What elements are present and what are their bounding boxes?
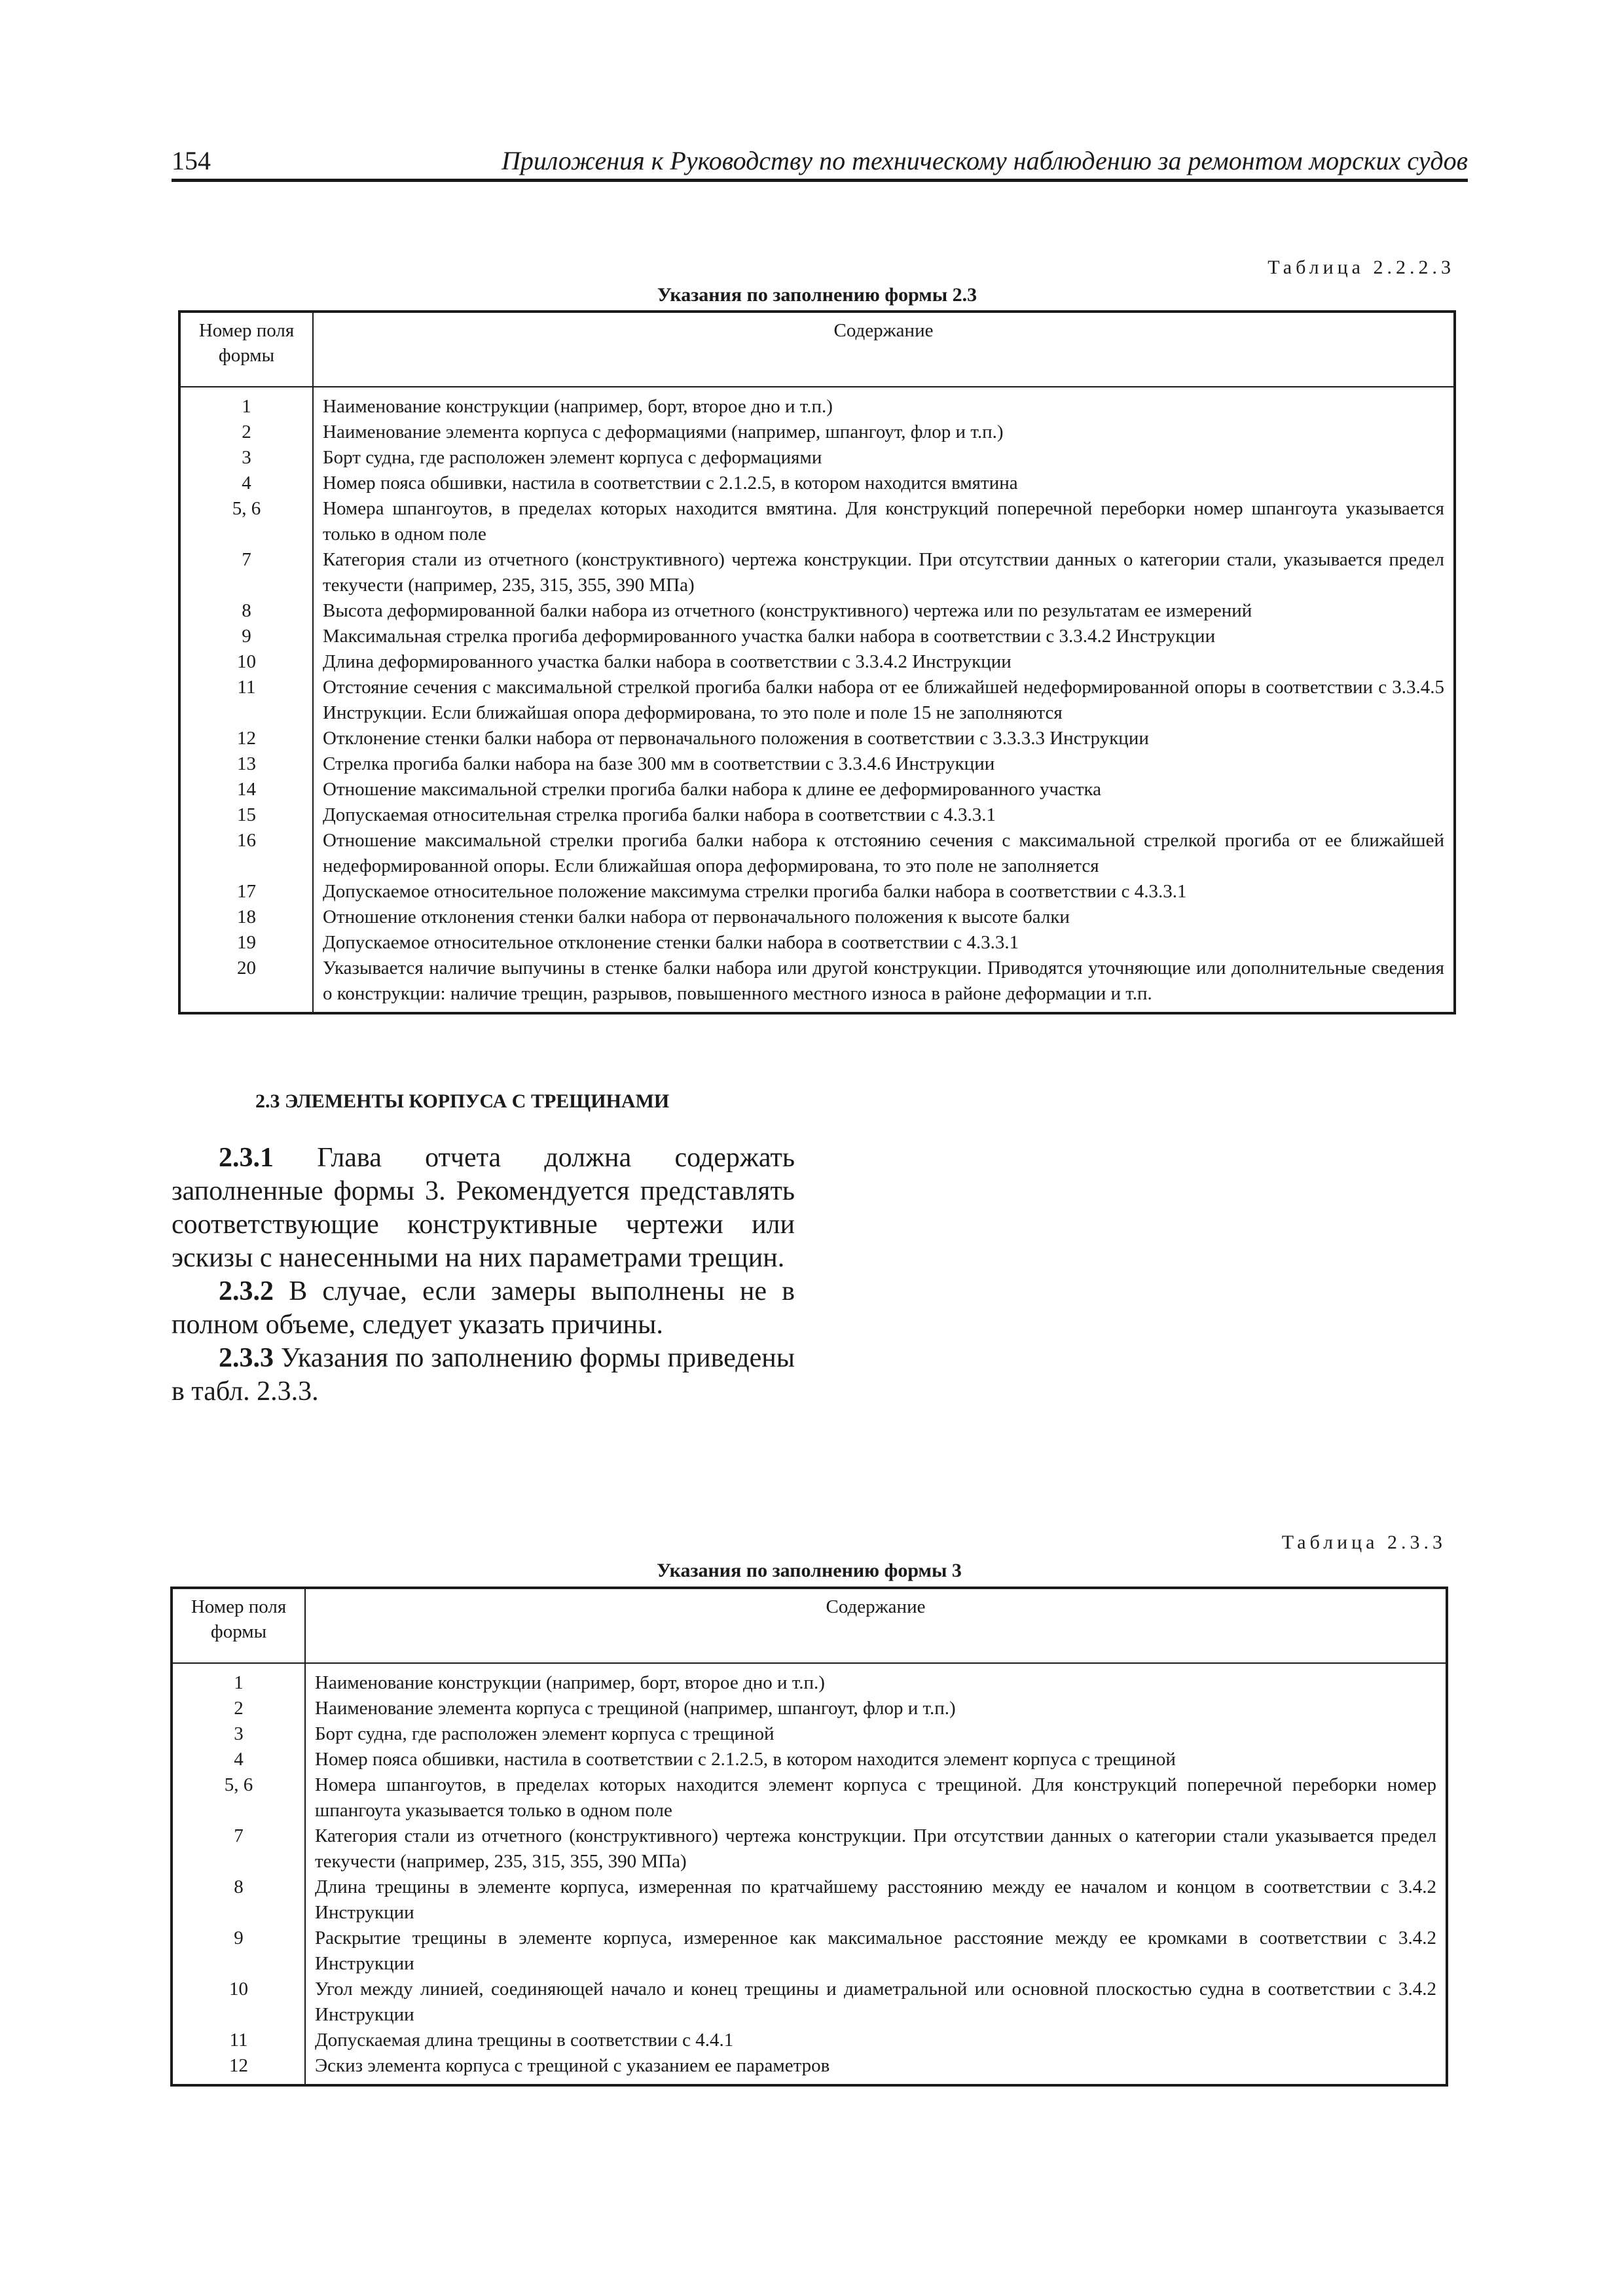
field-number-cell: 5, 6 (179, 496, 313, 547)
field-number-cell: 5, 6 (172, 1772, 305, 1823)
section-heading: 2.3 ЭЛЕМЕНТЫ КОРПУСА С ТРЕЩИНАМИ (255, 1090, 670, 1112)
field-number-cell: 7 (179, 547, 313, 598)
content-cell: Номера шпангоутов, в пределах которых находится вмятина. Для конструкций поперечной переборки номер шпангоута указывается только в одном поле (323, 498, 1444, 545)
content-cell: Указывается наличие выпучины в стенке балки набора или другой конструкции. Приводятся уточняющие или дополнительные сведения о конструкции: наличие трещин, разрывов, повышенного местного износа в районе деформации и т.п. (323, 958, 1444, 1004)
table-row (179, 598, 1455, 624)
field-number-cell: 1 (179, 387, 313, 420)
table-row (179, 547, 1455, 598)
field-number-cell: 15 (179, 802, 313, 828)
content-cell: Допускаемое относительное отклонение стенки балки набора в соответствии с 4.3.3.1 (323, 932, 1019, 953)
content-cell: Допускаемое относительное положение максимума стрелки прогиба балки набора в соответствии с 4.3.3.1 (323, 881, 1187, 902)
content-cell: Максимальная стрелка прогиба деформированного участка балки набора в соответствии с 3.3.4.2 Инструкции (323, 626, 1216, 647)
table-row (179, 879, 1455, 905)
paragraph-2-3-2 (172, 1275, 795, 1342)
field-number-cell: 20 (179, 956, 313, 1013)
field-number-cell: 10 (172, 1977, 305, 2028)
table-row (179, 905, 1455, 930)
table-row (179, 930, 1455, 956)
content-cell: Номера шпангоутов, в пределах которых находится элемент корпуса с трещиной. Для конструкций поперечной переборки номер шпангоута указывается только в одном поле (315, 1774, 1436, 1821)
content-cell: Отношение максимальной стрелки прогиба балки набора к длине ее деформированного участка (323, 779, 1102, 800)
content-cell: Наименование конструкции (например, борт, второе дно и т.п.) (315, 1672, 825, 1693)
content-cell: Раскрытие трещины в элементе корпуса, измеренное как максимальное расстояние между ее кромками в соответствии с 3.4.2 Инструкции (315, 1928, 1436, 1974)
running-title: Приложения к Руководству по техническому наблюдению за ремонтом морских судов (501, 146, 1468, 175)
column-header-field-number: Номер поля формы (172, 1588, 305, 1663)
table-row (172, 1874, 1447, 1926)
content-cell: Отстояние сечения с максимальной стрелкой прогиба балки набора от ее ближайшей недеформированной опоры в соответствии с 3.3.4.5 Инструкции. Если ближайшая опора деформирована, то это поле и поле 15 не заполняются (323, 677, 1444, 723)
column-header-content: Содержание (313, 312, 1455, 387)
table-row (179, 956, 1455, 1013)
content-cell: Номер пояса обшивки, настила в соответствии с 2.1.2.5, в котором находится вмятина (323, 473, 1018, 493)
content-cell: Длина деформированного участка балки набора в соответствии с 3.3.4.2 Инструкции (323, 651, 1012, 672)
table-header-row (172, 1588, 1447, 1663)
table-row (179, 471, 1455, 496)
field-number-cell: 12 (179, 726, 313, 751)
table-row (172, 1663, 1447, 1696)
table-row (172, 1696, 1447, 1721)
content-cell: Длина трещины в элементе корпуса, измеренная по кратчайшему расстоянию между ее началом и концом в соответствии с 3.4.2 Инструкции (315, 1876, 1436, 1923)
field-number-cell: 8 (179, 598, 313, 624)
table-row (179, 387, 1455, 420)
field-number-cell: 3 (172, 1721, 305, 1747)
paragraph-text: Указания по заполнению формы приведены в табл. 2.3.3. (172, 1343, 795, 1407)
field-number-cell: 16 (179, 828, 313, 879)
content-cell: Высота деформированной балки набора из отчетного (конструктивного) чертежа или по результатам ее измерений (323, 600, 1252, 621)
table-row (172, 1926, 1447, 1977)
field-number-cell: 4 (179, 471, 313, 496)
field-number-cell: 7 (172, 1823, 305, 1874)
content-cell: Допускаемая относительная стрелка прогиба балки набора в соответствии с 4.3.3.1 (323, 804, 996, 825)
content-cell: Категория стали из отчетного (конструктивного) чертежа конструкции. При отсутствии данных о категории стали указывается предел текучести (например, 235, 315, 355, 390 МПа) (315, 1825, 1436, 1872)
field-number-cell: 17 (179, 879, 313, 905)
table1 (178, 310, 1456, 1014)
table2 (170, 1587, 1448, 2087)
field-number-cell: 11 (179, 675, 313, 726)
table-header-row (179, 312, 1455, 387)
table-row (172, 1977, 1447, 2028)
table-row (172, 2028, 1447, 2053)
table2-title: Указания по заполнению формы 3 (657, 1560, 962, 1581)
table-row (179, 726, 1455, 751)
field-number-cell: 9 (172, 1926, 305, 1977)
field-number-cell: 14 (179, 777, 313, 802)
paragraph-text: В случае, если замеры выполнены не в полном объеме, следует указать причины. (172, 1276, 795, 1340)
content-cell: Категория стали из отчетного (конструктивного) чертежа конструкции. При отсутствии данных о категории стали, указывается предел текучести (например, 235, 315, 355, 390 МПа) (323, 549, 1444, 596)
table-row (179, 624, 1455, 649)
content-cell: Борт судна, где расположен элемент корпуса с трещиной (315, 1723, 775, 1744)
table-row (179, 777, 1455, 802)
field-number-cell: 9 (179, 624, 313, 649)
table1-title: Указания по заполнению формы 2.3 (657, 284, 977, 306)
table-row (179, 496, 1455, 547)
table-row (179, 751, 1455, 777)
field-number-cell: 2 (172, 1696, 305, 1721)
field-number-cell: 2 (179, 420, 313, 445)
field-number-cell: 8 (172, 1874, 305, 1926)
field-number-cell: 10 (179, 649, 313, 675)
content-cell: Борт судна, где расположен элемент корпуса с деформациями (323, 447, 822, 468)
table-row (172, 2053, 1447, 2085)
content-cell: Эскиз элемента корпуса с трещиной с указанием ее параметров (315, 2055, 830, 2076)
table-row (179, 445, 1455, 471)
table-row (179, 649, 1455, 675)
table-row (172, 1823, 1447, 1874)
content-cell: Наименование элемента корпуса с трещиной (например, шпангоут, флор и т.п.) (315, 1698, 956, 1719)
field-number-cell: 18 (179, 905, 313, 930)
field-number-cell: 11 (172, 2028, 305, 2053)
content-cell: Отклонение стенки балки набора от первоначального положения в соответствии с 3.3.3.3 Инструкции (323, 728, 1149, 749)
field-number-cell: 13 (179, 751, 313, 777)
paragraph-number: 2.3.3 (219, 1343, 274, 1373)
field-number-cell: 12 (172, 2053, 305, 2085)
field-number-cell: 19 (179, 930, 313, 956)
content-cell: Допускаемая длина трещины в соответствии с 4.4.1 (315, 2030, 734, 2051)
table-row (172, 1772, 1447, 1823)
paragraph-2-3-3 (172, 1342, 795, 1408)
content-cell: Отношение отклонения стенки балки набора от первоначального положения к высоте балки (323, 906, 1070, 927)
table-row (179, 675, 1455, 726)
field-number-cell: 4 (172, 1747, 305, 1772)
content-cell: Номер пояса обшивки, настила в соответствии с 2.1.2.5, в котором находится элемент корпуса с трещиной (315, 1749, 1176, 1770)
paragraph-2-3-1 (172, 1141, 795, 1275)
content-cell: Стрелка прогиба балки набора на базе 300 мм в соответствии с 3.3.4.6 Инструкции (323, 753, 995, 774)
table-row (179, 828, 1455, 879)
field-number-cell: 1 (172, 1663, 305, 1696)
content-cell: Угол между линией, соединяющей начало и конец трещины и диаметральной или основной плоскостью судна в соответствии с 3.4.2 Инструкции (315, 1979, 1436, 2025)
table1-label: Таблица 2.2.2.3 (1267, 257, 1455, 278)
field-number-cell: 3 (179, 445, 313, 471)
column-header-field-number: Номер поля формы (179, 312, 313, 387)
header-rule (172, 179, 1468, 182)
content-cell: Наименование конструкции (например, борт, второе дно и т.п.) (323, 396, 833, 417)
table-row (179, 420, 1455, 445)
table-row (179, 802, 1455, 828)
paragraph-number: 2.3.2 (219, 1276, 274, 1306)
table2-label: Таблица 2.3.3 (1281, 1532, 1446, 1553)
paragraph-text: Глава отчета должна содержать заполненные формы 3. Рекомендуется представлять соответствующие конструктивные чертежи или эскизы с нанесенными на них параметрами трещин. (172, 1143, 795, 1273)
paragraph-number: 2.3.1 (219, 1143, 274, 1173)
column-header-content: Содержание (305, 1588, 1447, 1663)
content-cell: Отношение максимальной стрелки прогиба балки набора к отстоянию сечения с максимальной стрелкой прогиба от ее ближайшей недеформированной опоры. Если ближайшая опора деформирована, то это поле не заполняется (323, 830, 1444, 876)
content-cell: Наименование элемента корпуса с деформациями (например, шпангоут, флор и т.п.) (323, 422, 1004, 442)
table2-body (172, 1663, 1447, 2085)
table-row (172, 1747, 1447, 1772)
table1-body (179, 387, 1455, 1013)
table-row (172, 1721, 1447, 1747)
page-number: 154 (172, 146, 211, 175)
